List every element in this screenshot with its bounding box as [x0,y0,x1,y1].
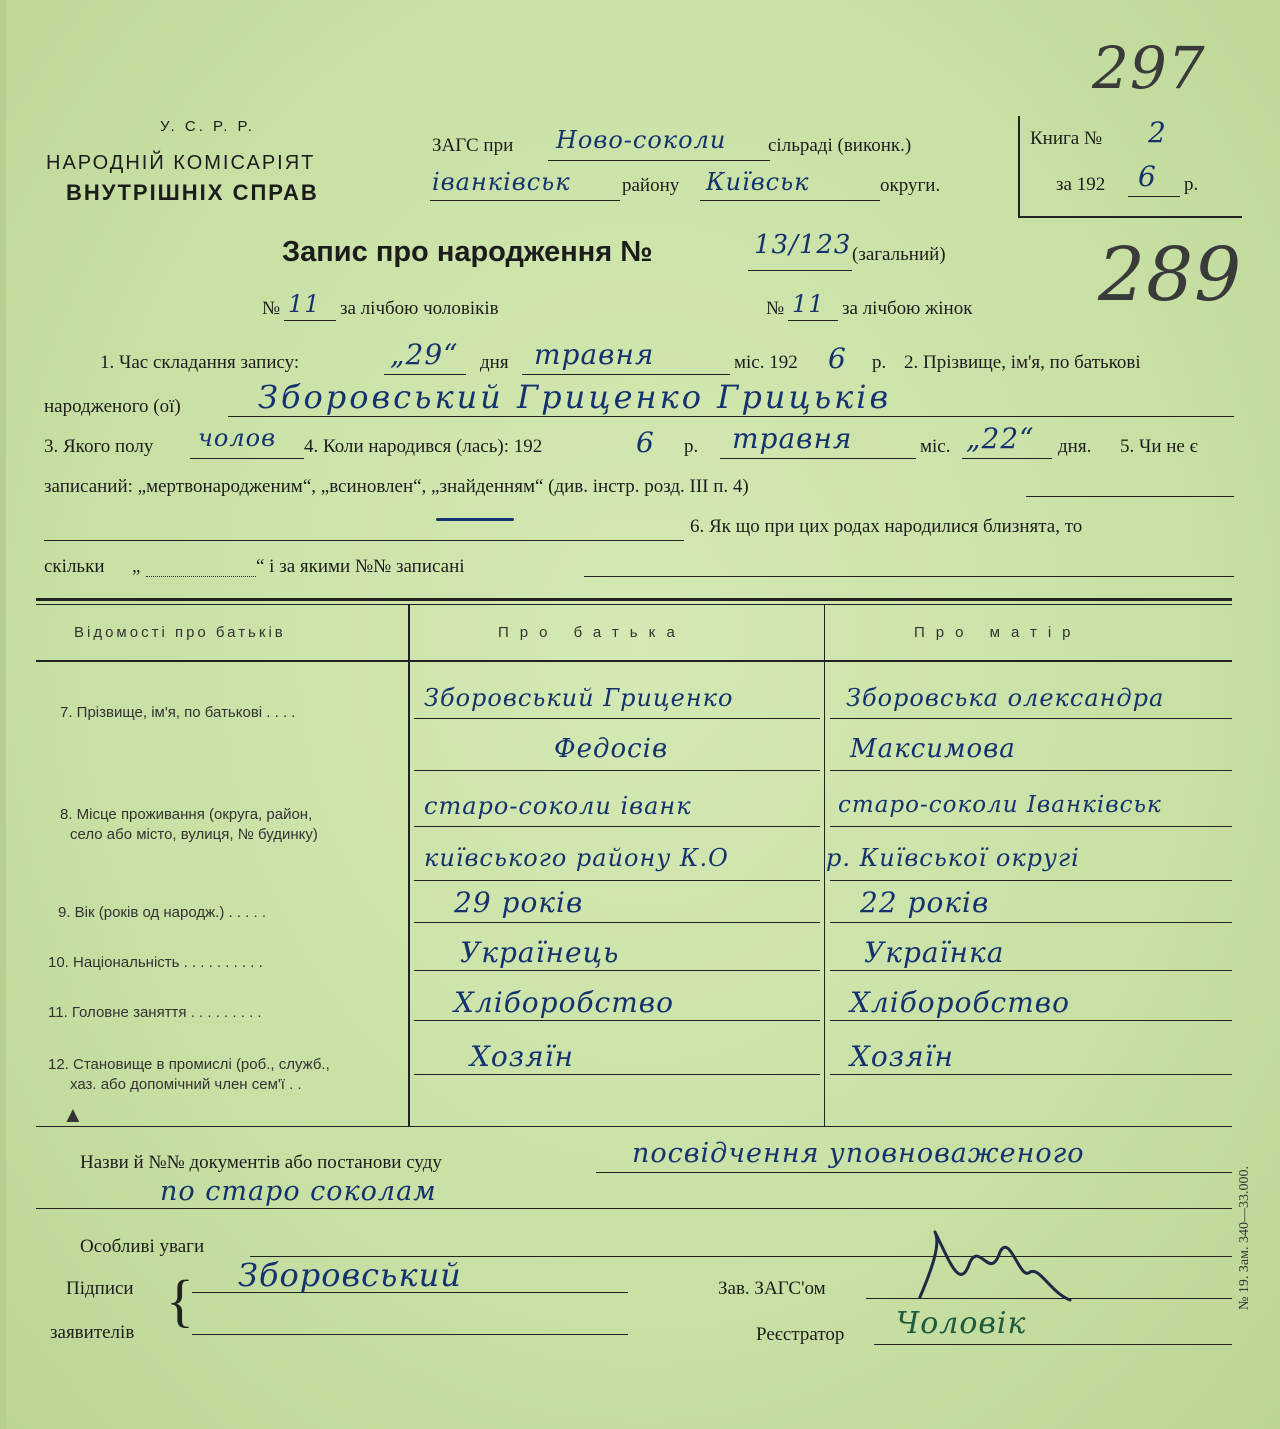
father-occupation-value: Хліборобство [454,986,674,1019]
mother-residence-value: старо-соколи Іванківськ [838,792,1162,818]
signatures-label: Підписи [66,1278,134,1299]
father-patronymic-value: Федосів [554,734,669,764]
women-count-label: за лічбою жінок [842,298,973,319]
commissariat-line2: ВНУТРІШНІХ СПРАВ [66,180,319,205]
field4-year-suffix: р. [684,436,699,457]
row10-label: 10. Національність . . . . . . . . . . [48,954,263,971]
table-top-rule [36,598,1232,601]
applicant-signature: Зборовський [238,1256,462,1294]
field3-label: 3. Якого полу [44,436,154,457]
mother-age-value: 22 років [860,886,990,919]
row8-label: 8. Місце проживання (округа, район, [60,806,313,823]
paper-edge [0,0,6,1429]
table-col-divider-2 [824,604,825,1126]
signatures-label-cont: заявителів [50,1322,135,1343]
row8-label-cont: село або місто, вулиця, № будинку) [70,826,318,843]
remarks-label: Особливі уваги [80,1236,205,1257]
zags-prefix: ЗАГС при [432,135,514,156]
book-label: Книга № [1030,128,1103,149]
father-status-value: Хозяїн [470,1040,574,1073]
dash-mark [436,518,514,521]
record-number: 13/123 [754,230,852,260]
ink-mark: ▲ [62,1102,84,1127]
men-count-value: 11 [288,290,321,318]
row11-label: 11. Головне заняття . . . . . . . . . [48,1004,262,1021]
field1-day-value: „29“ [390,338,459,371]
women-count-prefix: № [766,298,785,319]
book-year-value: 6 [1138,160,1157,193]
zags-council-suffix: сільраді (виконк.) [768,135,912,156]
field4-label: 4. Коли народився (лась): 192 [304,436,543,457]
okrug-suffix: округи. [880,175,941,196]
field1-label: 1. Час складання запису: [100,352,300,373]
field2-label-cont: народженого (ої) [44,396,181,417]
field1-month-value: травня [534,338,655,371]
field5-label-cont: записаний: „мертвонародженим“, „всиновлен“, „знайденням“ (див. інстр. розд. III п. 4) [44,476,749,497]
book-year-label: за 192 [1056,174,1106,195]
field1-day-label: дня [480,352,509,373]
mother-name-value: Зборовська олександра [846,684,1165,712]
row12-label: 12. Становище в промислі (роб., служб., [48,1056,330,1073]
documents-label: Назви й №№ документів або постанови суду [80,1152,442,1173]
child-name-value: Зборовський Гриценко Грицьків [258,378,892,416]
book-year-suffix: р. [1184,174,1199,195]
row12-label-cont: хаз. або допомічний член сем'ї . . [70,1076,302,1093]
field2-label: 2. Прізвище, ім'я, по батькові [904,352,1141,373]
print-order-mark: № 19. Зам. 340—33.000. [1237,1166,1252,1310]
mother-occupation-value: Хліборобство [850,986,1070,1019]
table-col-divider-1 [408,604,410,1126]
corner-number-top: 297 [1092,34,1206,102]
women-count-value: 11 [792,290,825,318]
title-suffix: (загальний) [852,244,946,265]
page-title: Запис про народження № [282,236,653,268]
field6-label: 6. Як що при цих родах народилися близнята, то [690,516,1083,537]
okrug-value: Київськ [706,168,810,196]
field5-label: 5. Чи не є [1120,436,1198,457]
field4-month-value: травня [732,422,853,455]
registrar-signature: Чоловік [896,1306,1027,1341]
table-header-parents: Відомості про батьків [74,624,286,641]
mother-status-value: Хозяїн [850,1040,954,1073]
child-sex-value: чолов [198,424,277,452]
field1-month-label: міс. 192 [734,352,798,373]
father-nationality-value: Українець [460,936,620,969]
father-name-value: Зборовський Гриценко [424,684,734,712]
district-value: іванківськ [432,168,571,196]
corner-number-second: 289 [1098,232,1243,318]
field4-month-label: міс. [920,436,951,457]
field1-year-suffix: р. [872,352,887,373]
zags-council-value: Ново-соколи [556,126,727,154]
father-residence-cont-value: київського району К.О [424,844,729,872]
father-age-value: 29 років [454,886,584,919]
table-header-father: Про батька [498,624,686,641]
table-header-rule [36,660,1232,662]
mother-patronymic-value: Максимова [850,734,1016,764]
registrar-label: Реєстратор [756,1324,845,1345]
signatures-brace: { [166,1268,194,1333]
field6-label-cont-b: „ [132,556,141,577]
ussr-label: У. С. Р. Р. [160,118,255,135]
row9-label: 9. Вік (років од народж.) . . . . . [58,904,266,921]
men-count-label: за лічбою чоловіків [340,298,499,319]
field4-day-label: дня. [1058,436,1092,457]
men-count-prefix: № [262,298,281,319]
field1-year-value: 6 [828,342,847,375]
table-header-mother: Про матір [914,624,1082,641]
field6-label-cont-c: “ і за якими №№ записані [256,556,465,577]
documents-value: посвідчення уповноваженого [632,1138,1085,1169]
documents-value-cont: по старо соколам [160,1176,437,1207]
field4-year-value: 6 [636,426,655,459]
mother-residence-cont-value: р. Київської округі [826,844,1080,872]
zags-head-label: Зав. ЗАГС'ом [718,1278,826,1299]
district-suffix: району [622,175,680,196]
book-number: 2 [1148,116,1167,149]
father-residence-value: старо-соколи іванк [424,792,692,820]
row7-label: 7. Прізвище, ім'я, по батькові . . . . [60,704,296,721]
field6-label-cont-a: скільки [44,556,105,577]
commissariat-line1: НАРОДНІЙ КОМІСАРІЯТ [46,152,316,174]
mother-nationality-value: Українка [864,936,1005,969]
table-bottom-rule [36,1126,1232,1127]
field4-day-value: „22“ [966,422,1035,455]
